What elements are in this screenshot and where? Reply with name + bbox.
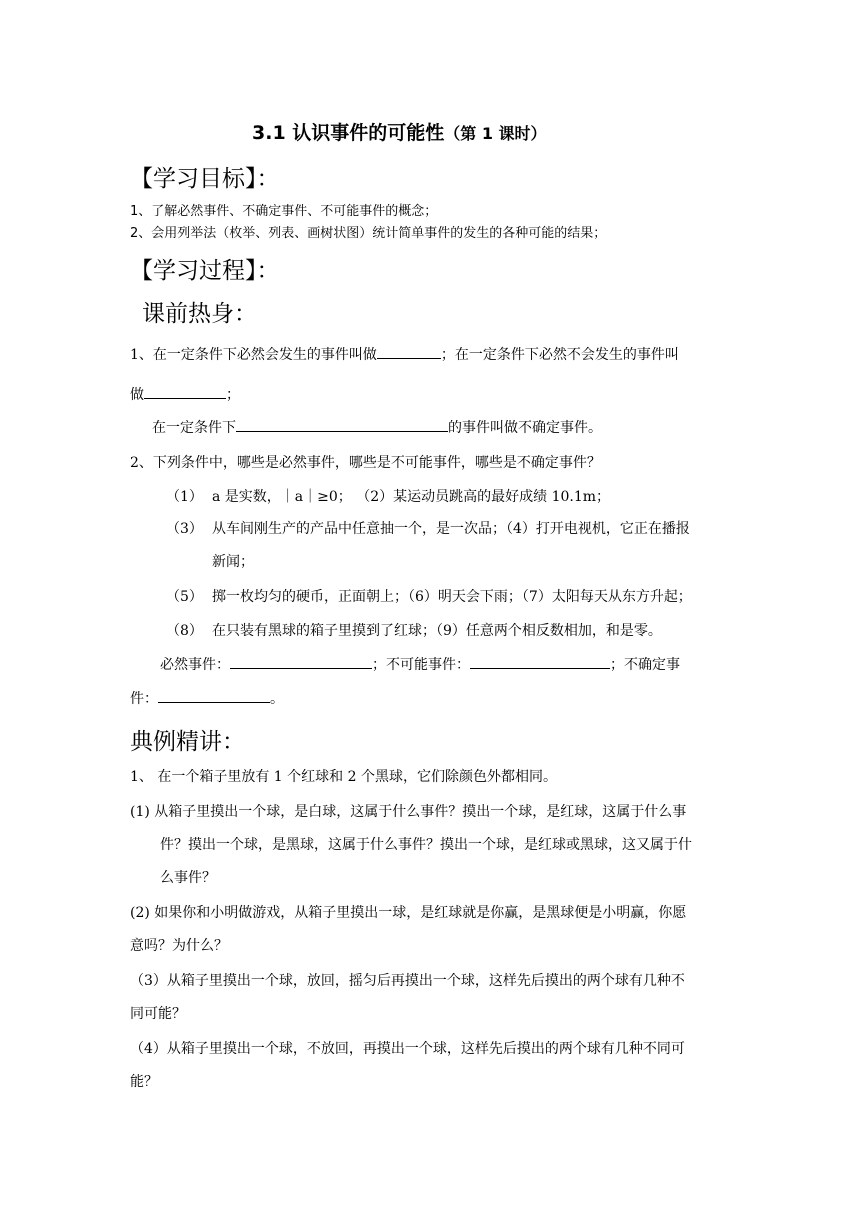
section-examples: 典例精讲：: [130, 729, 245, 755]
q2-item-num: （3）: [166, 521, 203, 537]
title-sub: （第 1 课时）: [444, 124, 547, 143]
q2-item-text: 在只装有黑球的箱子里摸到了红球；（9）任意两个相反数相加，和是零。: [212, 623, 662, 639]
example-part-2-cont: 意吗？为什么？: [130, 938, 228, 954]
answer-blank: [230, 654, 372, 669]
q1-text-b: ；在一定条件下必然不会发生的事件叫: [440, 347, 679, 363]
page-title: [252, 118, 547, 145]
example-part-3-cont: 同可能？: [130, 1006, 186, 1022]
answer-blank: [144, 384, 226, 399]
q1-line1: [130, 344, 679, 364]
q2-item-text: 掷一枚均匀的硬币，正面朝上；（6）明天会下雨；（7）太阳每天从东方升起；: [212, 589, 692, 605]
example-intro: 1、 在一个箱子里放有 1 个红球和 2 个黑球，它们除颜色外都相同。: [130, 769, 557, 785]
q2-item-num: （8）: [166, 623, 203, 639]
example-part-1-cont: 么事件？: [160, 870, 216, 886]
ans-end: 。: [270, 691, 284, 707]
q2-item-text: 新闻；: [212, 554, 254, 570]
objective-2: 2、会用列举法（枚举、列表、画树状图）统计简单事件的发生的各种可能的结果；: [130, 226, 607, 241]
q1-text-a: 1、在一定条件下必然会发生的事件叫做: [130, 347, 377, 363]
q1-line3: [152, 417, 602, 437]
answer-blank: [470, 654, 610, 669]
objective-1: 1、了解必然事件、不确定事件、不可能事件的概念；: [130, 204, 438, 219]
section-process: 【学习过程】：: [130, 258, 280, 284]
example-part-3: （3）从箱子里摸出一个球，放回，摇匀后再摸出一个球，这样先后摸出的两个球有几种不: [130, 973, 685, 989]
q2-item-num: （1）: [166, 489, 203, 505]
q1-text-e: 在一定条件下: [152, 420, 236, 436]
q1-line2: [130, 384, 240, 404]
ans-uncertain-label: ；不确定事: [610, 657, 680, 673]
ans-certain-label: 必然事件：: [160, 657, 230, 673]
ans-uncertain-label-2: 件：: [130, 691, 158, 707]
answer-blank: [236, 417, 448, 432]
example-part-1-cont: 件？摸出一个球，是黑球，这属于什么事件？摸出一个球，是红球或黑球，这又属于什: [160, 837, 692, 853]
q1-text-c: 做: [130, 387, 144, 403]
example-part-4: （4）从箱子里摸出一个球，不放回，再摸出一个球，这样先后摸出的两个球有几种不同可: [130, 1041, 685, 1057]
q2-item-text: a 是实数，｜a｜≥0； （2）某运动员跳高的最好成绩 10.1m；: [212, 489, 611, 505]
example-part-4-cont: 能？: [130, 1074, 158, 1090]
example-part-1: (1) 从箱子里摸出一个球，是白球，这属于什么事件？摸出一个球，是红球，这属于什么事: [130, 804, 687, 820]
q2-answer-line2: [130, 688, 284, 708]
q1-text-d: ；: [226, 387, 240, 403]
example-part-2: (2) 如果你和小明做游戏，从箱子里摸出一球，是红球就是你赢，是黑球便是小明赢，你愿: [130, 905, 687, 921]
q2-answer-line1: [160, 654, 680, 674]
q1-text-f: 的事件叫做不确定事件。: [448, 420, 602, 436]
section-objectives: 【学习目标】：: [130, 166, 280, 192]
section-warmup: 课前热身：: [142, 301, 257, 327]
q2-item-text: 从车间刚生产的产品中任意抽一个，是一次品；（4）打开电视机，它正在播报: [212, 521, 690, 537]
q2-item-num: （5）: [166, 589, 203, 605]
answer-blank: [377, 344, 441, 359]
q2-intro: 2、下列条件中，哪些是必然事件，哪些是不可能事件，哪些是不确定事件？: [130, 455, 601, 471]
ans-impossible-label: ；不可能事件：: [372, 657, 470, 673]
title-main: 3.1 认识事件的可能性: [252, 122, 445, 144]
answer-blank: [158, 688, 270, 703]
